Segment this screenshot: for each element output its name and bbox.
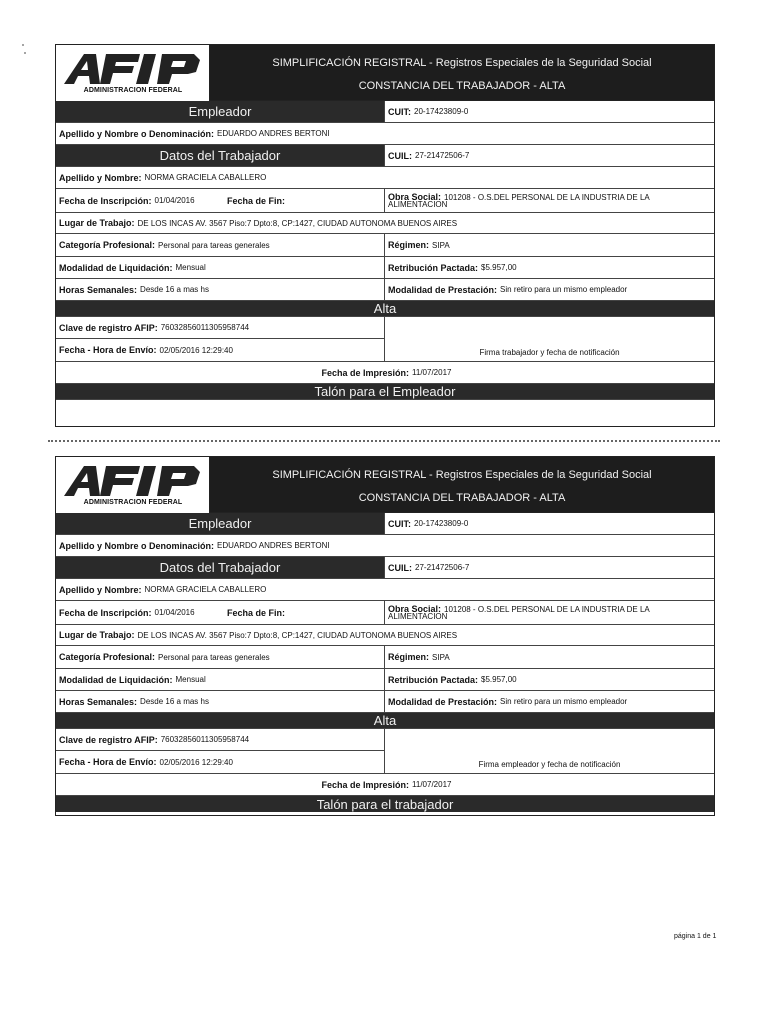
horas-cell <box>56 279 384 300</box>
denominacion-row <box>56 535 714 557</box>
liquidacion-value: Mensual <box>175 263 206 272</box>
impresion-label: Fecha de Impresión: <box>321 367 410 378</box>
trabajador-heading: Datos del Trabajador <box>56 145 384 166</box>
afip-logo <box>56 45 210 101</box>
trabajador-row <box>56 145 714 167</box>
liquidacion-row <box>56 669 714 691</box>
obra-social-cell <box>384 601 714 624</box>
alta-heading-row <box>56 713 714 729</box>
fecha-fin-cell <box>224 601 384 624</box>
prestacion-cell <box>384 691 714 712</box>
denominacion-value: EDUARDO ANDRES BERTONI <box>217 541 330 550</box>
lugar-row <box>56 625 714 646</box>
horas-value: Desde 16 a mas hs <box>140 697 209 706</box>
logo-subtitle: ADMINISTRACION FEDERAL <box>83 87 183 94</box>
impresion-cell <box>56 774 714 795</box>
horas-value: Desde 16 a mas hs <box>140 285 209 294</box>
scan-speck <box>24 52 26 54</box>
empleador-heading: Empleador <box>56 101 384 122</box>
fecha-fin-label: Fecha de Fin: <box>227 607 286 618</box>
categoria-row <box>56 234 714 257</box>
clave-value: 76032856011305958744 <box>160 323 250 332</box>
inscripcion-label: Fecha de Inscripción: <box>59 195 152 206</box>
categoria-row <box>56 646 714 669</box>
prestacion-value: Sin retiro para un mismo empleador <box>500 697 628 706</box>
nombre-label: Apellido y Nombre: <box>59 172 142 183</box>
prestacion-value: Sin retiro para un mismo empleador <box>500 285 628 294</box>
nombre-value: NORMA GRACIELA CABALLERO <box>144 585 267 594</box>
lugar-value: DE LOS INCAS AV. 3567 Piso:7 Dpto:8, CP:1427, CIUDAD AUTONOMA BUENOS AIRES <box>137 218 458 228</box>
denominacion-cell <box>56 535 714 556</box>
cuit-value: 20-17423809-0 <box>414 519 469 528</box>
cuit-cell <box>384 101 714 122</box>
scan-speck <box>22 44 24 46</box>
nombre-value: NORMA GRACIELA CABALLERO <box>144 173 267 182</box>
cuit-value: 20-17423809-0 <box>414 107 469 116</box>
inscripcion-row <box>56 601 714 625</box>
lugar-row <box>56 213 714 234</box>
empleador-row <box>56 513 714 535</box>
horas-cell <box>56 691 384 712</box>
denominacion-row <box>56 123 714 145</box>
liquidacion-row <box>56 257 714 279</box>
inscripcion-row <box>56 189 714 213</box>
obra-social-cell <box>384 189 714 212</box>
trabajador-row <box>56 557 714 579</box>
nombre-row <box>56 579 714 601</box>
clave-label: Clave de registro AFIP: <box>59 322 158 333</box>
form-header <box>56 45 714 101</box>
retribucion-value: $5.957,00 <box>481 263 517 272</box>
impresion-cell <box>56 362 714 383</box>
categoria-label: Categoría Profesional: <box>59 240 156 250</box>
horas-row <box>56 279 714 301</box>
obra-social-label: Obra Social: <box>388 603 442 614</box>
alta-heading-row <box>56 301 714 317</box>
lugar-cell <box>56 625 714 645</box>
nombre-row <box>56 167 714 189</box>
nombre-cell <box>56 167 714 188</box>
regimen-cell <box>384 646 714 668</box>
cuil-label: CUIL: <box>388 562 412 573</box>
cuil-value: 27-21472506-7 <box>415 563 470 572</box>
obra-social-value-cont: ALIMENTACION <box>388 611 448 621</box>
cuit-label: CUIT: <box>388 518 411 529</box>
impresion-value: 11/07/2017 <box>412 780 452 789</box>
liquidacion-cell <box>56 257 384 278</box>
talon-row <box>56 796 714 812</box>
denominacion-cell <box>56 123 714 144</box>
obra-social-label: Obra Social: <box>388 191 442 202</box>
retribucion-cell <box>384 257 714 278</box>
horas-label: Horas Semanales: <box>59 284 138 295</box>
firma-box <box>384 317 714 361</box>
alta-heading: Alta <box>56 301 714 316</box>
regimen-value: SIPA <box>432 240 450 250</box>
prestacion-cell <box>384 279 714 300</box>
form-title: SIMPLIFICACIÓN REGISTRAL - Registros Especiales de la Seguridad Social <box>272 57 652 69</box>
categoria-label: Categoría Profesional: <box>59 652 156 662</box>
cuit-cell <box>384 513 714 534</box>
liquidacion-label: Modalidad de Liquidación: <box>59 262 173 273</box>
impresion-row <box>56 362 714 384</box>
liquidacion-value: Mensual <box>175 675 206 684</box>
firma-label: Firma trabajador y fecha de notificación <box>479 348 620 357</box>
trabajador-heading: Datos del Trabajador <box>56 557 384 578</box>
impresion-label: Fecha de Impresión: <box>321 779 410 790</box>
firma-box <box>384 729 714 773</box>
horas-row <box>56 691 714 713</box>
envio-row <box>56 339 384 361</box>
page-number: página 1 de 1 <box>674 933 717 940</box>
categoria-cell <box>56 646 384 668</box>
form-header <box>56 457 714 513</box>
denominacion-value: EDUARDO ANDRES BERTONI <box>217 129 330 138</box>
afip-logo <box>56 457 210 513</box>
retribucion-cell <box>384 669 714 690</box>
fecha-fin-cell <box>224 189 384 212</box>
cuil-cell <box>384 145 714 166</box>
retribucion-label: Retribución Pactada: <box>388 674 479 685</box>
lugar-label: Lugar de Trabajo: <box>59 218 135 228</box>
prestacion-label: Modalidad de Prestación: <box>388 284 498 295</box>
talon-heading: Talón para el trabajador <box>56 796 714 812</box>
clave-row <box>56 729 384 751</box>
lugar-label: Lugar de Trabajo: <box>59 630 135 640</box>
clave-label: Clave de registro AFIP: <box>59 734 158 745</box>
logo-subtitle: ADMINISTRACION FEDERAL <box>83 499 183 506</box>
afip-logo-icon <box>62 462 204 498</box>
nombre-label: Apellido y Nombre: <box>59 584 142 595</box>
form-subtitle: CONSTANCIA DEL TRABAJADOR - ALTA <box>358 492 566 504</box>
lugar-value: DE LOS INCAS AV. 3567 Piso:7 Dpto:8, CP:1427, CIUDAD AUTONOMA BUENOS AIRES <box>137 630 458 640</box>
denominacion-label: Apellido y Nombre o Denominación: <box>59 540 215 551</box>
envio-value: 02/05/2016 12:29:40 <box>159 345 233 355</box>
impresion-value: 11/07/2017 <box>412 368 452 377</box>
regimen-cell <box>384 234 714 256</box>
inscripcion-cell <box>56 189 224 212</box>
form-title: SIMPLIFICACIÓN REGISTRAL - Registros Especiales de la Seguridad Social <box>272 469 652 481</box>
alta-heading: Alta <box>56 713 714 728</box>
form-subtitle: CONSTANCIA DEL TRABAJADOR - ALTA <box>358 80 566 92</box>
envio-label: Fecha - Hora de Envío: <box>59 757 157 767</box>
prestacion-label: Modalidad de Prestación: <box>388 696 498 707</box>
lugar-cell <box>56 213 714 233</box>
talon-heading: Talón para el Empleador <box>56 384 714 399</box>
horas-label: Horas Semanales: <box>59 696 138 707</box>
nombre-cell <box>56 579 714 600</box>
clave-value: 76032856011305958744 <box>160 735 250 744</box>
liquidacion-cell <box>56 669 384 690</box>
firma-label: Firma empleador y fecha de notificación <box>478 760 621 769</box>
cuil-value: 27-21472506-7 <box>415 151 470 160</box>
inscripcion-value: 01/04/2016 <box>154 608 195 617</box>
alta-block <box>56 729 714 774</box>
empleador-row <box>56 101 714 123</box>
envio-row <box>56 751 384 773</box>
cuil-cell <box>384 557 714 578</box>
categoria-cell <box>56 234 384 256</box>
inscripcion-value: 01/04/2016 <box>154 196 195 205</box>
inscripcion-label: Fecha de Inscripción: <box>59 607 152 618</box>
alta-block <box>56 317 714 362</box>
fecha-fin-label: Fecha de Fin: <box>227 195 286 206</box>
cuil-label: CUIL: <box>388 150 412 161</box>
empleador-heading: Empleador <box>56 513 384 534</box>
envio-value: 02/05/2016 12:29:40 <box>159 757 233 767</box>
cut-line <box>48 440 720 442</box>
cuit-label: CUIT: <box>388 106 411 117</box>
clave-row <box>56 317 384 339</box>
inscripcion-cell <box>56 601 224 624</box>
talon-row <box>56 384 714 400</box>
liquidacion-label: Modalidad de Liquidación: <box>59 674 173 685</box>
regimen-label: Régimen: <box>388 240 430 250</box>
denominacion-label: Apellido y Nombre o Denominación: <box>59 128 215 139</box>
regimen-label: Régimen: <box>388 652 430 662</box>
categoria-value: Personal para tareas generales <box>158 240 270 250</box>
afip-logo-icon <box>62 50 204 86</box>
obra-social-value: 101208 - O.S.DEL PERSONAL DE LA INDUSTRIA DE LA <box>444 604 650 614</box>
envio-label: Fecha - Hora de Envío: <box>59 345 157 355</box>
retribucion-label: Retribución Pactada: <box>388 262 479 273</box>
regimen-value: SIPA <box>432 652 450 662</box>
constancia-form-trabajador <box>55 456 715 816</box>
constancia-form-empleador <box>55 44 715 427</box>
obra-social-value-cont: ALIMENTACION <box>388 199 448 209</box>
impresion-row <box>56 774 714 796</box>
retribucion-value: $5.957,00 <box>481 675 517 684</box>
obra-social-value: 101208 - O.S.DEL PERSONAL DE LA INDUSTRIA DE LA <box>444 192 650 202</box>
categoria-value: Personal para tareas generales <box>158 652 270 662</box>
